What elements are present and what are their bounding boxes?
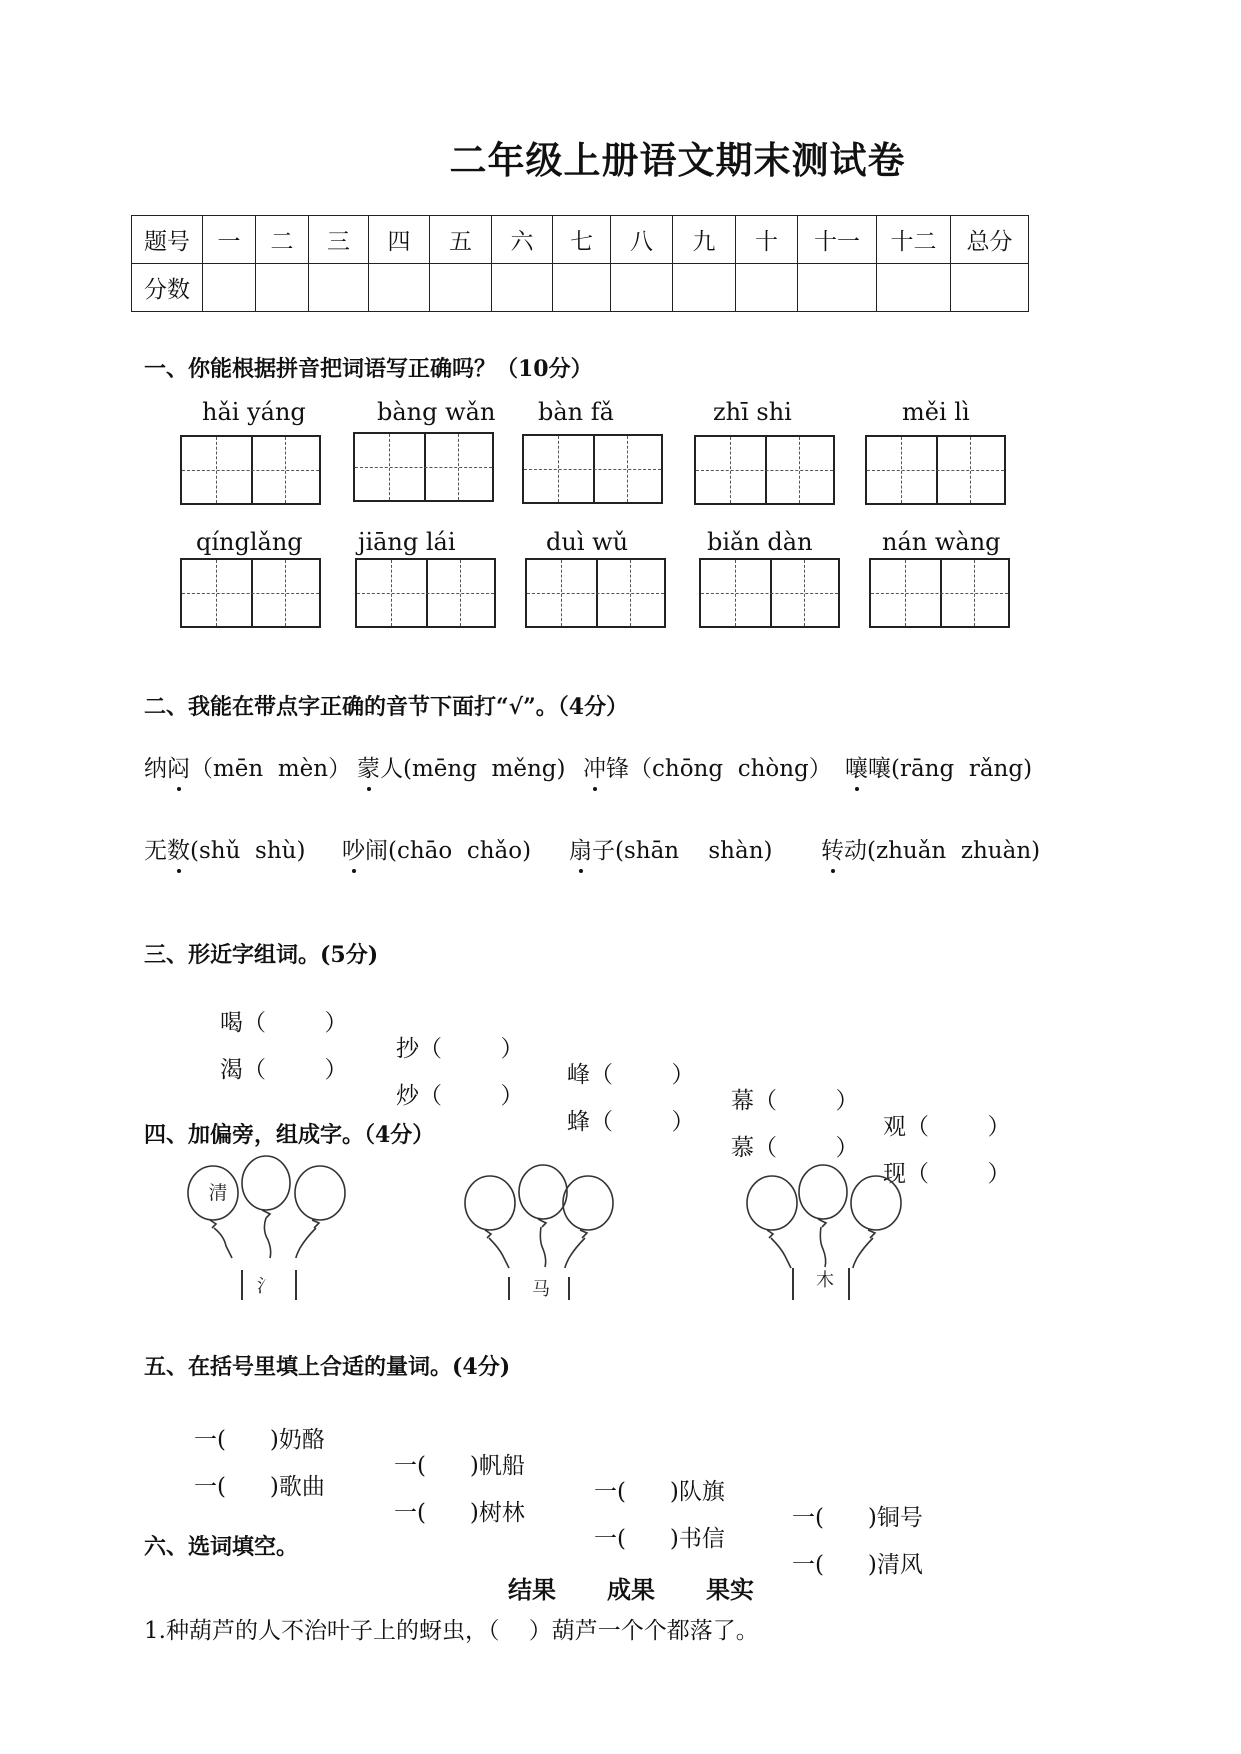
word-formation-item[interactable]: 蜂（ ）: [567, 1109, 695, 1135]
section-1-heading: 一、你能根据拼音把词语写正确吗？（10分）: [144, 356, 593, 382]
table-cell: 五: [430, 216, 492, 264]
word-option: 结果: [508, 1575, 556, 1604]
table-cell: 四: [369, 216, 430, 264]
score-table: [131, 215, 1029, 312]
score-input-cell[interactable]: [798, 264, 877, 312]
balloon-icon: [799, 1165, 847, 1219]
balloon-icon: [519, 1165, 567, 1219]
table-cell: 十二: [877, 216, 951, 264]
word-formation-item[interactable]: 渴（ ）: [220, 1057, 348, 1083]
balloon-icon: [747, 1176, 797, 1230]
table-cell: 总分: [951, 216, 1029, 264]
dotted-character: 蒙: [357, 756, 380, 782]
word-option: 成果: [607, 1575, 655, 1604]
table-cell: 二: [256, 216, 309, 264]
word-formation-item[interactable]: 抄（ ）: [396, 1036, 524, 1062]
table-cell: 九: [673, 216, 736, 264]
dotted-character: 冲: [583, 756, 606, 782]
table-cell: 十: [736, 216, 798, 264]
pronunciation-item[interactable]: 无数(shǔ shù): [144, 838, 306, 864]
pinyin-label: jiāng lái: [358, 528, 456, 556]
score-table-header-row: [132, 216, 1029, 264]
dotted-character: 扇: [569, 838, 592, 864]
measure-word-item[interactable]: 一( )书信: [594, 1526, 725, 1552]
pinyin-label: biǎn dàn: [707, 528, 813, 556]
word-formation-item[interactable]: 观（ ）: [883, 1114, 1011, 1140]
pronunciation-item[interactable]: 蒙人(mēng měng): [357, 756, 566, 782]
section-3-heading: 三、形近字组词。(5分): [144, 942, 379, 968]
measure-word-item[interactable]: 一( )清风: [792, 1552, 923, 1578]
writing-grid[interactable]: [353, 432, 494, 502]
score-input-cell[interactable]: [492, 264, 553, 312]
word-options: [0, 1570, 1241, 1604]
dotted-character: 数: [167, 838, 190, 864]
section-5-heading: 五、在括号里填上合适的量词。(4分): [144, 1354, 511, 1380]
section-2-heading: 二、我能在带点字正确的音节下面打“√”。（4分）: [144, 694, 629, 720]
pronunciation-item[interactable]: 冲锋（chōng chòng）: [583, 756, 832, 782]
balloon-icon: [563, 1176, 613, 1230]
table-cell: 一: [203, 216, 256, 264]
pinyin-label: zhī shi: [713, 398, 792, 426]
writing-grid[interactable]: [522, 434, 663, 504]
balloon-icon: [851, 1176, 901, 1230]
writing-grid[interactable]: [865, 435, 1006, 505]
score-input-cell[interactable]: [673, 264, 736, 312]
writing-grid[interactable]: [699, 558, 840, 628]
balloon-group-3: [733, 1150, 913, 1300]
table-cell: 八: [611, 216, 673, 264]
section-6-heading: 六、选词填空。: [144, 1534, 299, 1560]
page-title: 二年级上册语文期末测试卷: [449, 138, 906, 182]
word-formation-item[interactable]: 幕（ ）: [731, 1088, 859, 1114]
pinyin-label: bàng wǎn: [377, 398, 496, 426]
score-input-cell[interactable]: [203, 264, 256, 312]
writing-grid[interactable]: [694, 435, 835, 505]
writing-grid[interactable]: [355, 558, 496, 628]
word-formation-item[interactable]: 现（ ）: [883, 1161, 1011, 1187]
pronunciation-item[interactable]: 吵闹(chāo chǎo): [342, 838, 532, 864]
measure-word-item[interactable]: 一( )帆船: [394, 1453, 525, 1479]
pinyin-label: měi lì: [902, 398, 970, 426]
dotted-character: 吵: [342, 838, 365, 864]
word-formation-item[interactable]: 喝（ ）: [220, 1010, 348, 1036]
pronunciation-item[interactable]: 转动(zhuǎn zhuàn): [821, 838, 1041, 864]
radical-label: 马: [532, 1279, 550, 1300]
score-input-cell[interactable]: [877, 264, 951, 312]
balloon-group-2: [445, 1150, 625, 1300]
score-input-cell[interactable]: [309, 264, 369, 312]
pronunciation-item[interactable]: 扇子(shān shàn): [569, 838, 773, 864]
word-formation-item[interactable]: 炒（ ）: [396, 1083, 524, 1109]
word-formation-item[interactable]: 峰（ ）: [567, 1062, 695, 1088]
word-formation-item[interactable]: 慕（ ）: [731, 1135, 859, 1161]
pronunciation-item[interactable]: 嚷嚷(rāng rǎng): [845, 756, 1033, 782]
balloon-group-1: [180, 1150, 360, 1300]
table-cell: 十一: [798, 216, 877, 264]
table-cell: 分数: [132, 264, 203, 312]
table-cell: 三: [309, 216, 369, 264]
measure-word-item[interactable]: 一( )奶酪: [194, 1427, 325, 1453]
score-input-cell[interactable]: [369, 264, 430, 312]
measure-word-item[interactable]: 一( )铜号: [792, 1505, 923, 1531]
example-character: 清: [208, 1182, 228, 1204]
dotted-character: 闷: [167, 756, 190, 782]
pinyin-label: duì wǔ: [546, 528, 629, 556]
table-cell: 七: [553, 216, 611, 264]
fill-in-question[interactable]: 1.种葫芦的人不治叶子上的蚜虫，（ ）葫芦一个个都落了。: [144, 1618, 759, 1644]
score-input-cell[interactable]: [553, 264, 611, 312]
score-input-cell[interactable]: [736, 264, 798, 312]
writing-grid[interactable]: [180, 435, 321, 505]
section-4-heading: 四、加偏旁，组成字。（4分）: [144, 1122, 435, 1148]
pronunciation-item[interactable]: 纳闷（mēn mèn）: [144, 756, 352, 782]
score-table-score-row: [132, 264, 1029, 312]
score-input-cell[interactable]: [430, 264, 492, 312]
balloon-icon: [465, 1176, 515, 1230]
table-cell: 题号: [132, 216, 203, 264]
word-option: 果实: [706, 1575, 754, 1604]
table-cell: 六: [492, 216, 553, 264]
writing-grid[interactable]: [525, 558, 666, 628]
writing-grid[interactable]: [180, 558, 321, 628]
score-input-cell[interactable]: [256, 264, 309, 312]
measure-word-item[interactable]: 一( )队旗: [594, 1479, 725, 1505]
radical-label: 氵: [257, 1276, 275, 1297]
score-input-cell[interactable]: [611, 264, 673, 312]
dotted-character: 转: [821, 838, 844, 864]
balloon-icon: [242, 1156, 290, 1210]
measure-word-item[interactable]: 一( )歌曲: [194, 1474, 325, 1500]
dotted-character: 嚷: [845, 756, 868, 782]
pinyin-label: nán wàng: [882, 528, 1001, 556]
score-input-cell[interactable]: [951, 264, 1029, 312]
balloon-icon: [295, 1166, 345, 1220]
pinyin-label: qínglǎng: [196, 528, 303, 556]
measure-word-item[interactable]: 一( )树林: [394, 1500, 525, 1526]
pinyin-label: bàn fǎ: [538, 398, 614, 426]
radical-label: 木: [816, 1270, 834, 1291]
writing-grid[interactable]: [869, 558, 1010, 628]
pinyin-label: hǎi yáng: [202, 398, 306, 426]
